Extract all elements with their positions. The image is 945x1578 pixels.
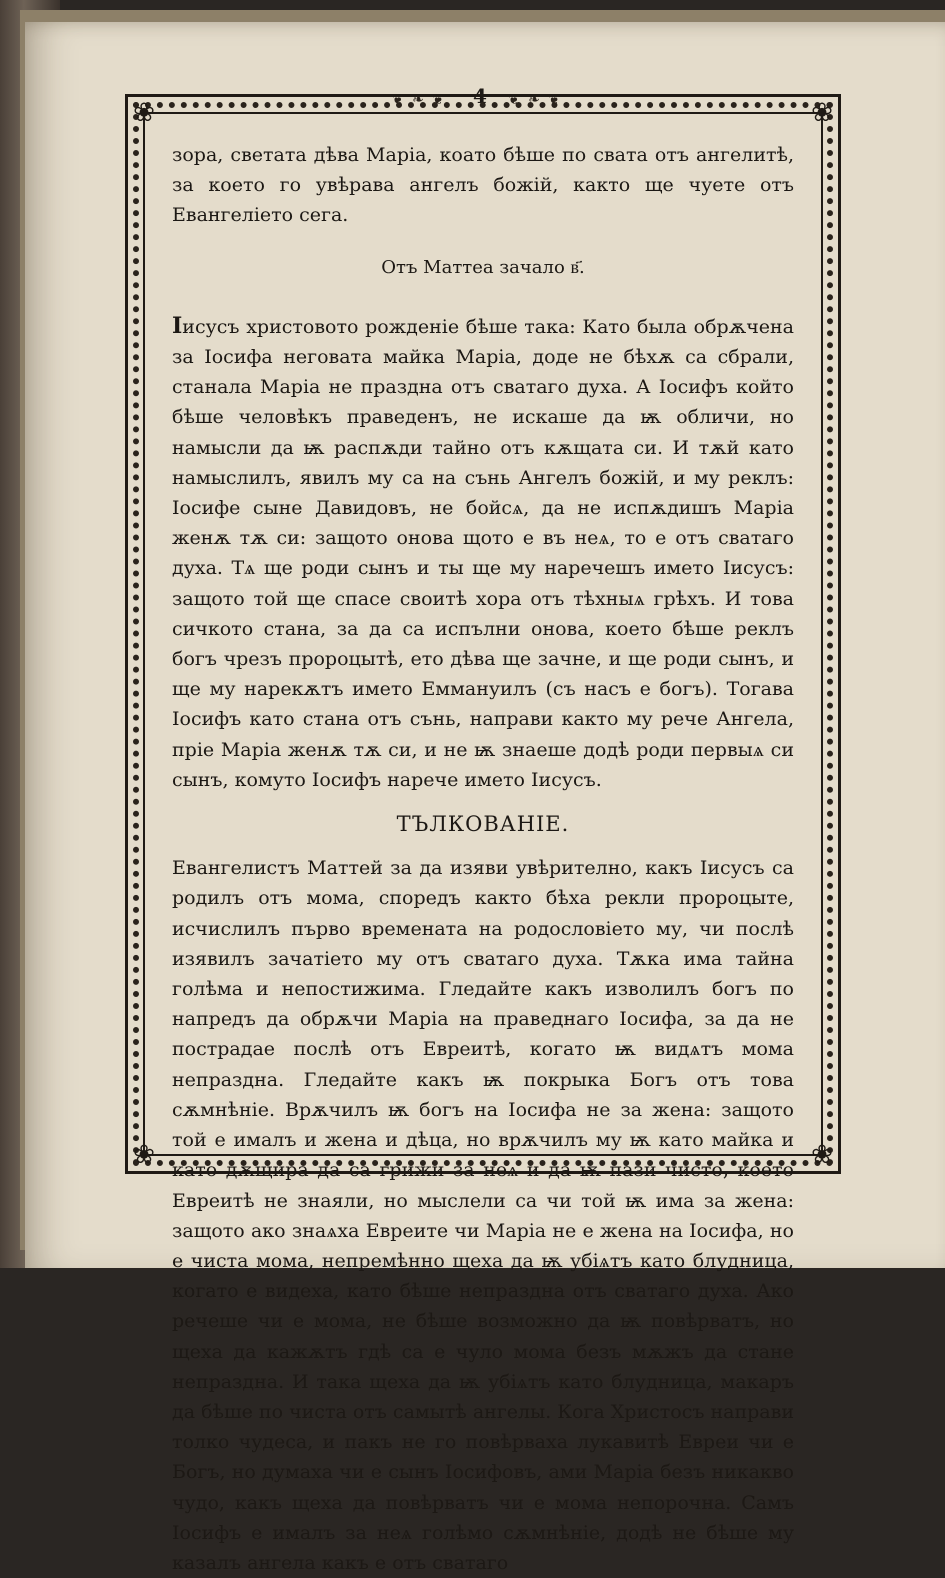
header-ornament-left: ❦ ❧ ❦ bbox=[392, 92, 447, 108]
corner-ornament-bottom-right: ❀ bbox=[811, 1140, 833, 1170]
dropcap-letter: I bbox=[172, 312, 183, 339]
page-number: 4 bbox=[473, 84, 487, 108]
gospel-text: исусъ христовото рожденiе бѣше така: Като была обрѫчена за Iосифа неговата майка Марiа, доде не бѣхѫ са сбрали, станала Марiа не праздна отъ сватаго духа. А Iосифъ който бѣше человѣкъ праведенъ, не искаше да ѭ обличи, но намысли да ѭ распѫди тайно отъ кѫщата си. И тѫй като намыслилъ, явилъ му са на сънь Ангелъ божiй, и му реклъ: Iосифе сыне Давидовъ, не бойсѧ, да не испѫдишъ Марiа женѫ тѫ си: защото онова щото е въ неѧ, то е отъ сватаго духа. Тѧ ще роди сынъ и ты ще му наречешъ името Iисусъ: защото той ще спасе своитѣ хора отъ тѣхныѧ грѣхъ. И това сичкото стана, за да са испълни онова, което бѣше реклъ богъ чрезъ пророцытѣ, ето дѣва ще зачне, и ще роди сынъ, и ще му нарекѫтъ името Еммануилъ (съ насъ е богъ). Тогава Iосифъ като стана отъ сънь, направи както му рече Ангела, прiе Марiа женѫ тѫ си, и не ѭ знаеше додѣ роди первыѧ си сынъ, комуто Iосифъ нарече името Iисусъ. bbox=[172, 315, 794, 791]
corner-ornament-bottom-left: ❀ bbox=[133, 1140, 155, 1170]
gospel-paragraph bbox=[172, 311, 794, 795]
corner-ornament-top-right: ❀ bbox=[811, 98, 833, 128]
intro-paragraph: зора, светата дѣва Марiа, коато бѣше по свата отъ ангелитѣ, за което го увѣрава ангелъ божiй, както ще чуете отъ Евангелiето сега. bbox=[172, 144, 794, 227]
header-ornament-right: ❦ ❧ ❦ bbox=[508, 92, 563, 108]
corner-ornament-top-left: ❀ bbox=[133, 98, 155, 128]
reading-heading: Отъ Маттеа зачало в҃. bbox=[381, 256, 585, 278]
commentary-heading: ТЪЛКОВАНIЕ. bbox=[396, 812, 570, 837]
commentary-paragraph: Евангелистъ Маттей за да изяви увѣрително, какъ Iисусъ са родилъ отъ мома, споредъ както бѣха рекли пророцыте, исчислилъ първо времената на родословiето му, чи послѣ изявилъ зачатiето му отъ сватаго духа. Тѫка има тайна голѣма и непостижима. Гледайте какъ изволилъ богъ по напредъ да обрѫчи Марiа на праведнаго Iосифа, за да не пострадае послѣ отъ Евреитѣ, когато ѭ видѧтъ мома непраздна. Гледайте какъ ѭ покрыка Богъ отъ това сѫмнѣнiе. Врѫчилъ ѭ богъ на Iосифа не за жена: защото той е ималъ и жена и дѣца, но врѫчилъ му ѭ като майка и като дѫщира да са грижи за неѧ и да ѭ пази чисто, което Евреитѣ не знаяли, но мыслели са чи той ѭ има за жена: защото ако знаѧха Евреите чи Марiа не е жена на Iосифа, но е чиста мома, непремѣнно щеха да ѭ убiѧтъ като блудница, когато е видеха, като бѣше непраздна отъ сватаго духа. Ако речеше чи е мома, не бѣше возможно да ѭ повѣрватъ, но щеха да кажѫтъ гдѣ са е чуло мома безъ мѫжъ да стане непраздна. И така щеха да ѭ убiѧтъ като блудница, макаръ да бѣше по чиста отъ самытѣ ангелы. Кога Христосъ направи толко чудеса, и пакъ не го повѣрваха лукавитѣ Евреи чи е Богъ, но думаха чи е сынъ Iосифовъ, ами Марiа безъ никакво чудо, какъ щеха да повѣрватъ чи е мома непорочна. Самъ Iосифъ е ималъ за неѧ голѣмо сѫмнѣнiе, додѣ не бѣше му казалъ ангела какъ е отъ сватаго bbox=[172, 857, 794, 1574]
page-text-block bbox=[172, 140, 794, 1578]
